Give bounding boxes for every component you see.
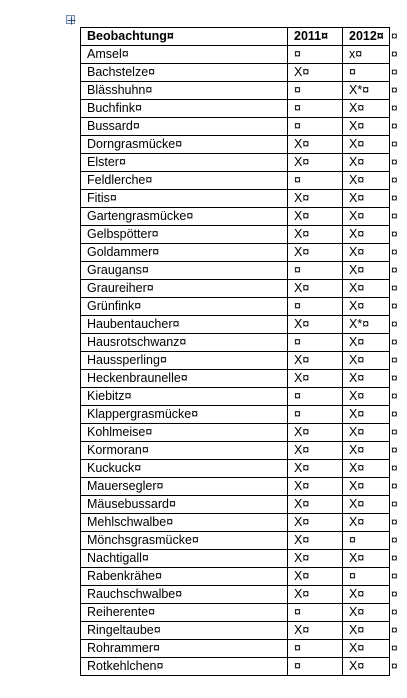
species-cell[interactable]: Mönchsgrasmücke¤ <box>81 532 288 550</box>
year-2012-cell[interactable]: ¤ <box>343 568 390 586</box>
species-cell[interactable]: Mehlschwalbe¤ <box>81 514 288 532</box>
table-row <box>81 334 390 352</box>
year-2011-cell[interactable]: ¤ <box>288 262 343 280</box>
year-2012-cell[interactable]: X¤ <box>343 100 390 118</box>
year-2011-cell[interactable]: X¤ <box>288 280 343 298</box>
year-2011-cell[interactable]: X¤ <box>288 190 343 208</box>
year-2012-cell[interactable]: X¤ <box>343 172 390 190</box>
year-2011-cell[interactable]: X¤ <box>288 496 343 514</box>
table-row <box>81 550 390 568</box>
table-row <box>81 604 390 622</box>
table-row <box>81 658 390 676</box>
year-2011-cell[interactable]: ¤ <box>288 100 343 118</box>
year-2011-cell[interactable]: X¤ <box>288 460 343 478</box>
species-cell[interactable]: Amsel¤ <box>81 46 288 64</box>
table-row <box>81 298 390 316</box>
row-end-mark: ¤ <box>391 586 398 601</box>
row-end-mark: ¤ <box>391 28 398 43</box>
year-2011-cell[interactable]: ¤ <box>288 172 343 190</box>
year-2012-cell[interactable]: X*¤ <box>343 316 390 334</box>
year-2012-cell[interactable]: X¤ <box>343 514 390 532</box>
table-row <box>81 442 390 460</box>
table-row <box>81 190 390 208</box>
year-2011-cell[interactable]: X¤ <box>288 352 343 370</box>
year-2012-cell[interactable]: X¤ <box>343 658 390 676</box>
table-row <box>81 154 390 172</box>
year-2012-cell[interactable]: X¤ <box>343 586 390 604</box>
year-2012-cell[interactable]: X¤ <box>343 460 390 478</box>
table-row <box>81 460 390 478</box>
year-2012-cell[interactable]: X¤ <box>343 406 390 424</box>
table-move-handle-icon[interactable] <box>66 15 75 24</box>
year-2012-cell[interactable]: X¤ <box>343 424 390 442</box>
table-row <box>81 424 390 442</box>
table-row <box>81 586 390 604</box>
row-end-mark: ¤ <box>391 190 398 205</box>
table-row <box>81 172 390 190</box>
table-row <box>81 118 390 136</box>
species-cell[interactable]: Rauchschwalbe¤ <box>81 586 288 604</box>
row-end-mark: ¤ <box>391 334 398 349</box>
table-row <box>81 244 390 262</box>
row-end-mark: ¤ <box>391 604 398 619</box>
year-2011-cell[interactable]: ¤ <box>288 334 343 352</box>
row-end-mark: ¤ <box>391 244 398 259</box>
species-cell[interactable]: Bachstelze¤ <box>81 64 288 82</box>
table-row <box>81 514 390 532</box>
table-row <box>81 370 390 388</box>
row-end-mark: ¤ <box>391 82 398 97</box>
year-2011-cell[interactable]: X¤ <box>288 478 343 496</box>
species-cell[interactable]: Elster¤ <box>81 154 288 172</box>
year-2011-cell[interactable]: ¤ <box>288 640 343 658</box>
year-2012-cell[interactable]: x¤ <box>343 46 390 64</box>
year-2011-cell[interactable]: X¤ <box>288 568 343 586</box>
table-row <box>81 568 390 586</box>
header-beobachtung[interactable]: Beobachtung¤ <box>81 28 288 46</box>
row-end-mark: ¤ <box>391 100 398 115</box>
year-2012-cell[interactable]: X¤ <box>343 496 390 514</box>
row-end-mark: ¤ <box>391 532 398 547</box>
species-cell[interactable]: Rabenkrähe¤ <box>81 568 288 586</box>
year-2011-cell[interactable]: X¤ <box>288 370 343 388</box>
year-2012-cell[interactable]: X¤ <box>343 298 390 316</box>
species-cell[interactable]: Nachtigall¤ <box>81 550 288 568</box>
table-row <box>81 478 390 496</box>
year-2012-cell[interactable]: X¤ <box>343 640 390 658</box>
species-cell[interactable]: Mäusebussard¤ <box>81 496 288 514</box>
row-end-mark: ¤ <box>391 172 398 187</box>
species-cell[interactable]: Blässhuhn¤ <box>81 82 288 100</box>
species-cell[interactable]: Haussperling¤ <box>81 352 288 370</box>
year-2011-cell[interactable]: ¤ <box>288 658 343 676</box>
species-cell[interactable]: Gelbspötter¤ <box>81 226 288 244</box>
row-end-mark: ¤ <box>391 478 398 493</box>
year-2011-cell[interactable]: X¤ <box>288 64 343 82</box>
species-cell[interactable]: Grünfink¤ <box>81 298 288 316</box>
row-end-mark: ¤ <box>391 640 398 655</box>
year-2011-cell[interactable]: X¤ <box>288 226 343 244</box>
row-end-mark: ¤ <box>391 226 398 241</box>
table-row <box>81 208 390 226</box>
table-row <box>81 46 390 64</box>
table-header-row <box>81 28 390 46</box>
species-cell[interactable]: Haubentaucher¤ <box>81 316 288 334</box>
row-end-mark: ¤ <box>391 118 398 133</box>
row-end-mark: ¤ <box>391 370 398 385</box>
year-2012-cell[interactable]: X¤ <box>343 442 390 460</box>
row-end-mark: ¤ <box>391 406 398 421</box>
year-2011-cell[interactable]: X¤ <box>288 514 343 532</box>
year-2012-cell[interactable]: X¤ <box>343 370 390 388</box>
row-end-mark: ¤ <box>391 442 398 457</box>
row-end-mark: ¤ <box>391 154 398 169</box>
year-2012-cell[interactable]: X¤ <box>343 244 390 262</box>
row-end-mark: ¤ <box>391 298 398 313</box>
species-cell[interactable]: Buchfink¤ <box>81 100 288 118</box>
species-cell[interactable]: Kormoran¤ <box>81 442 288 460</box>
row-end-mark: ¤ <box>391 316 398 331</box>
year-2011-cell[interactable]: ¤ <box>288 118 343 136</box>
year-2012-cell[interactable]: X¤ <box>343 604 390 622</box>
species-cell[interactable]: Kiebitz¤ <box>81 388 288 406</box>
species-cell[interactable]: Fitis¤ <box>81 190 288 208</box>
year-2011-cell[interactable]: X¤ <box>288 208 343 226</box>
species-cell[interactable]: Mauersegler¤ <box>81 478 288 496</box>
species-cell[interactable]: Kohlmeise¤ <box>81 424 288 442</box>
species-cell[interactable]: Graugans¤ <box>81 262 288 280</box>
year-2011-cell[interactable]: X¤ <box>288 586 343 604</box>
table-row <box>81 406 390 424</box>
year-2011-cell[interactable]: X¤ <box>288 244 343 262</box>
row-end-mark: ¤ <box>391 136 398 151</box>
year-2012-cell[interactable]: X¤ <box>343 478 390 496</box>
species-cell[interactable]: Kuckuck¤ <box>81 460 288 478</box>
row-end-mark: ¤ <box>391 424 398 439</box>
row-end-mark: ¤ <box>391 280 398 295</box>
header-2012[interactable]: 2012¤ <box>343 28 390 46</box>
row-end-mark: ¤ <box>391 550 398 565</box>
year-2012-cell[interactable]: X¤ <box>343 136 390 154</box>
year-2011-cell[interactable]: X¤ <box>288 442 343 460</box>
row-end-mark: ¤ <box>391 622 398 637</box>
year-2012-cell[interactable]: X¤ <box>343 280 390 298</box>
table-row <box>81 280 390 298</box>
row-end-mark: ¤ <box>391 352 398 367</box>
year-2012-cell[interactable]: ¤ <box>343 532 390 550</box>
species-cell[interactable]: Goldammer¤ <box>81 244 288 262</box>
year-2011-cell[interactable]: ¤ <box>288 604 343 622</box>
year-2012-cell[interactable]: X¤ <box>343 118 390 136</box>
year-2012-cell[interactable]: X¤ <box>343 226 390 244</box>
year-2011-cell[interactable]: X¤ <box>288 316 343 334</box>
species-cell[interactable]: Rohrammer¤ <box>81 640 288 658</box>
table-row <box>81 532 390 550</box>
year-2011-cell[interactable]: ¤ <box>288 82 343 100</box>
year-2011-cell[interactable]: X¤ <box>288 154 343 172</box>
row-end-mark: ¤ <box>391 388 398 403</box>
year-2011-cell[interactable]: X¤ <box>288 622 343 640</box>
year-2012-cell[interactable]: X¤ <box>343 190 390 208</box>
species-cell[interactable]: Heckenbraunelle¤ <box>81 370 288 388</box>
species-cell[interactable]: Bussard¤ <box>81 118 288 136</box>
species-cell[interactable]: Dorngrasmücke¤ <box>81 136 288 154</box>
table-row <box>81 622 390 640</box>
year-2012-cell[interactable]: X¤ <box>343 334 390 352</box>
table-row <box>81 226 390 244</box>
table-row <box>81 640 390 658</box>
year-2011-cell[interactable]: X¤ <box>288 532 343 550</box>
bird-observation-table <box>80 27 390 676</box>
year-2011-cell[interactable]: ¤ <box>288 388 343 406</box>
species-cell[interactable]: Graureiher¤ <box>81 280 288 298</box>
table-row <box>81 64 390 82</box>
year-2011-cell[interactable]: ¤ <box>288 298 343 316</box>
row-end-mark: ¤ <box>391 496 398 511</box>
table-row <box>81 262 390 280</box>
row-end-mark: ¤ <box>391 514 398 529</box>
year-2011-cell[interactable]: X¤ <box>288 424 343 442</box>
row-end-mark: ¤ <box>391 658 398 673</box>
row-end-mark: ¤ <box>391 460 398 475</box>
row-end-mark: ¤ <box>391 208 398 223</box>
header-2011[interactable]: 2011¤ <box>288 28 343 46</box>
species-cell[interactable]: Feldlerche¤ <box>81 172 288 190</box>
species-cell[interactable]: Reiherente¤ <box>81 604 288 622</box>
year-2011-cell[interactable]: ¤ <box>288 46 343 64</box>
table-row <box>81 388 390 406</box>
year-2012-cell[interactable]: X¤ <box>343 154 390 172</box>
year-2012-cell[interactable]: X¤ <box>343 208 390 226</box>
row-end-mark: ¤ <box>391 64 398 79</box>
species-cell[interactable]: Rotkehlchen¤ <box>81 658 288 676</box>
row-end-mark: ¤ <box>391 568 398 583</box>
table-row <box>81 136 390 154</box>
table-row <box>81 496 390 514</box>
year-2012-cell[interactable]: X¤ <box>343 262 390 280</box>
year-2011-cell[interactable]: ¤ <box>288 406 343 424</box>
species-cell[interactable]: Hausrotschwanz¤ <box>81 334 288 352</box>
table-row <box>81 82 390 100</box>
species-cell[interactable]: Klappergrasmücke¤ <box>81 406 288 424</box>
table-row <box>81 100 390 118</box>
year-2012-cell[interactable]: X¤ <box>343 388 390 406</box>
row-end-mark: ¤ <box>391 46 398 61</box>
year-2011-cell[interactable]: X¤ <box>288 136 343 154</box>
year-2011-cell[interactable]: X¤ <box>288 550 343 568</box>
table-row <box>81 352 390 370</box>
year-2012-cell[interactable]: X¤ <box>343 550 390 568</box>
species-cell[interactable]: Ringeltaube¤ <box>81 622 288 640</box>
row-end-mark: ¤ <box>391 262 398 277</box>
table-row <box>81 316 390 334</box>
species-cell[interactable]: Gartengrasmücke¤ <box>81 208 288 226</box>
year-2012-cell[interactable]: X¤ <box>343 622 390 640</box>
year-2012-cell[interactable]: X*¤ <box>343 82 390 100</box>
year-2012-cell[interactable]: X¤ <box>343 352 390 370</box>
year-2012-cell[interactable]: ¤ <box>343 64 390 82</box>
